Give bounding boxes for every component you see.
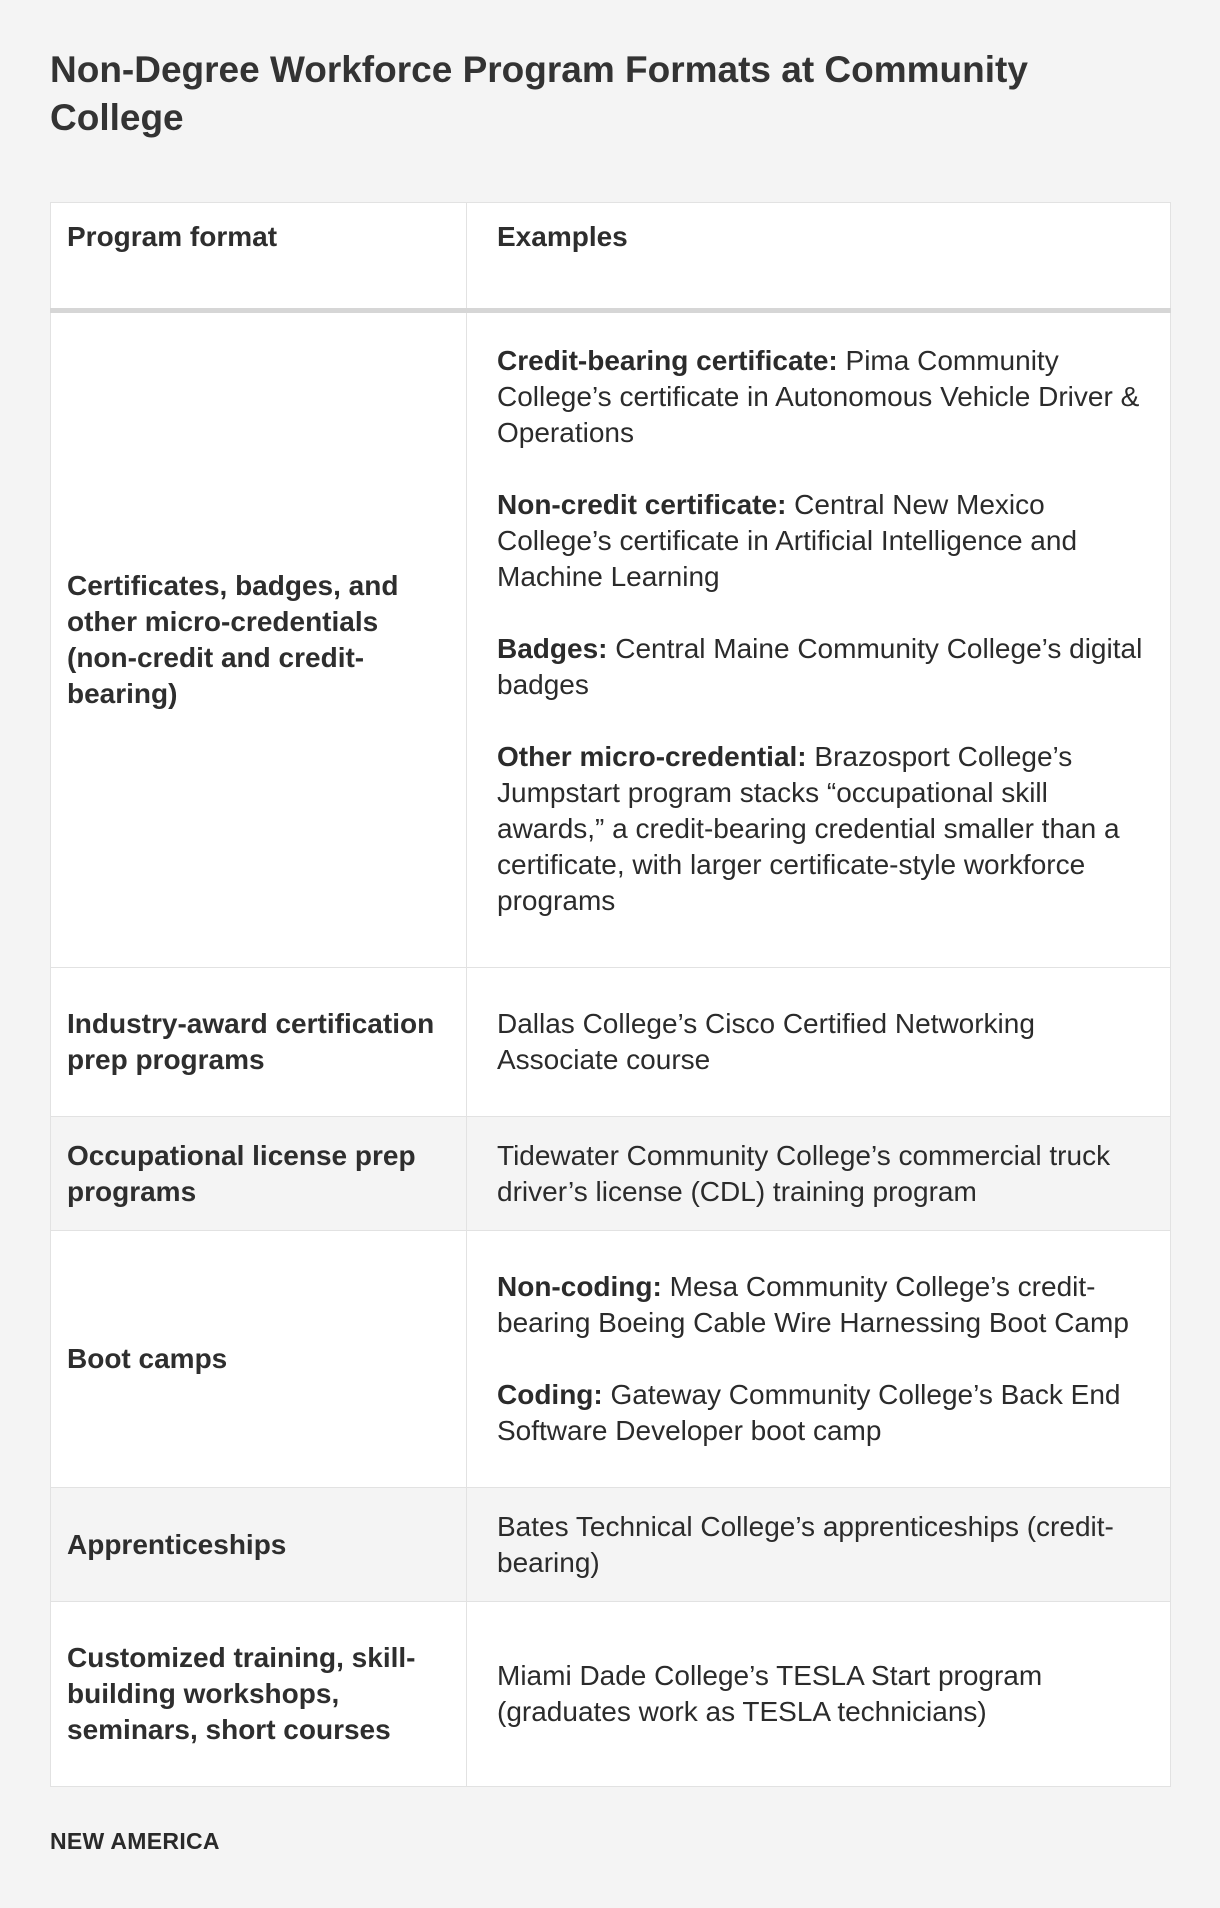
header-program-format: Program format <box>51 203 467 311</box>
example-item <box>497 1509 1156 1581</box>
examples-cell <box>467 311 1171 968</box>
example-item <box>497 343 1156 451</box>
example-item <box>497 1377 1156 1449</box>
format-cell: Certificates, badges, and other micro-credentials (non-credit and credit-bearing) <box>51 311 467 968</box>
table-row <box>51 1117 1171 1231</box>
example-text: Pima Community College’s certificate in Autonomous Vehicle Driver & Operations <box>497 345 1140 448</box>
examples-cell <box>467 1117 1171 1231</box>
table-row <box>51 1231 1171 1488</box>
example-label: Coding: <box>497 1379 603 1410</box>
format-cell: Apprenticeships <box>51 1488 467 1602</box>
examples-cell <box>467 968 1171 1117</box>
examples-cell <box>467 1488 1171 1602</box>
header-examples: Examples <box>467 203 1171 311</box>
publisher-logo: NEW AMERICA <box>50 1828 220 1854</box>
example-item <box>497 1138 1156 1210</box>
table-row <box>51 1488 1171 1602</box>
page-title: Non-Degree Workforce Program Formats at Community College <box>50 49 1028 138</box>
example-text: Dallas College’s Cisco Certified Networking Associate course <box>497 1008 1035 1075</box>
example-text: Bates Technical College’s apprenticeships (credit-bearing) <box>497 1510 1114 1578</box>
example-label: Credit-bearing certificate: <box>497 345 838 376</box>
example-label: Non-coding: <box>497 1271 662 1302</box>
example-item <box>497 631 1156 703</box>
table-header-row <box>51 203 1171 311</box>
examples-cell <box>467 1602 1171 1787</box>
format-cell: Occupational license prep programs <box>51 1117 467 1231</box>
table-row <box>51 968 1171 1117</box>
example-item <box>497 1658 1156 1730</box>
table-row <box>51 311 1171 968</box>
format-cell: Industry-award certification prep programs <box>51 968 467 1117</box>
example-label: Badges: <box>497 633 608 664</box>
format-cell: Boot camps <box>51 1231 467 1488</box>
example-item <box>497 487 1156 595</box>
example-item <box>497 1269 1156 1341</box>
example-text: Central New Mexico College’s certificate in Artificial Intelligence and Machine Learning <box>497 489 1078 592</box>
program-formats-table <box>50 202 1171 1787</box>
example-text: Central Maine Community College’s digital badges <box>497 633 1143 700</box>
example-label: Other micro-credential: <box>497 741 807 772</box>
example-item <box>497 739 1156 919</box>
table-row <box>51 1602 1171 1787</box>
example-label: Non-credit certificate: <box>497 489 787 520</box>
format-cell: Customized training, skill-building workshops, seminars, short courses <box>51 1602 467 1787</box>
example-text: Tidewater Community College’s commercial truck driver’s license (CDL) training program <box>497 1139 1111 1207</box>
example-text: Miami Dade College’s TESLA Start program (graduates work as TESLA technicians) <box>497 1660 1043 1727</box>
example-text: Gateway Community College’s Back End Software Developer boot camp <box>497 1379 1121 1446</box>
examples-cell <box>467 1231 1171 1488</box>
example-text: Mesa Community College’s credit-bearing Boeing Cable Wire Harnessing Boot Camp <box>497 1271 1129 1338</box>
example-text: Brazosport College’s Jumpstart program stacks “occupational skill awards,” a credit-bearing credential smaller than a certificate, with larger certificate-style workforce programs <box>497 741 1120 916</box>
example-item <box>497 1006 1156 1078</box>
